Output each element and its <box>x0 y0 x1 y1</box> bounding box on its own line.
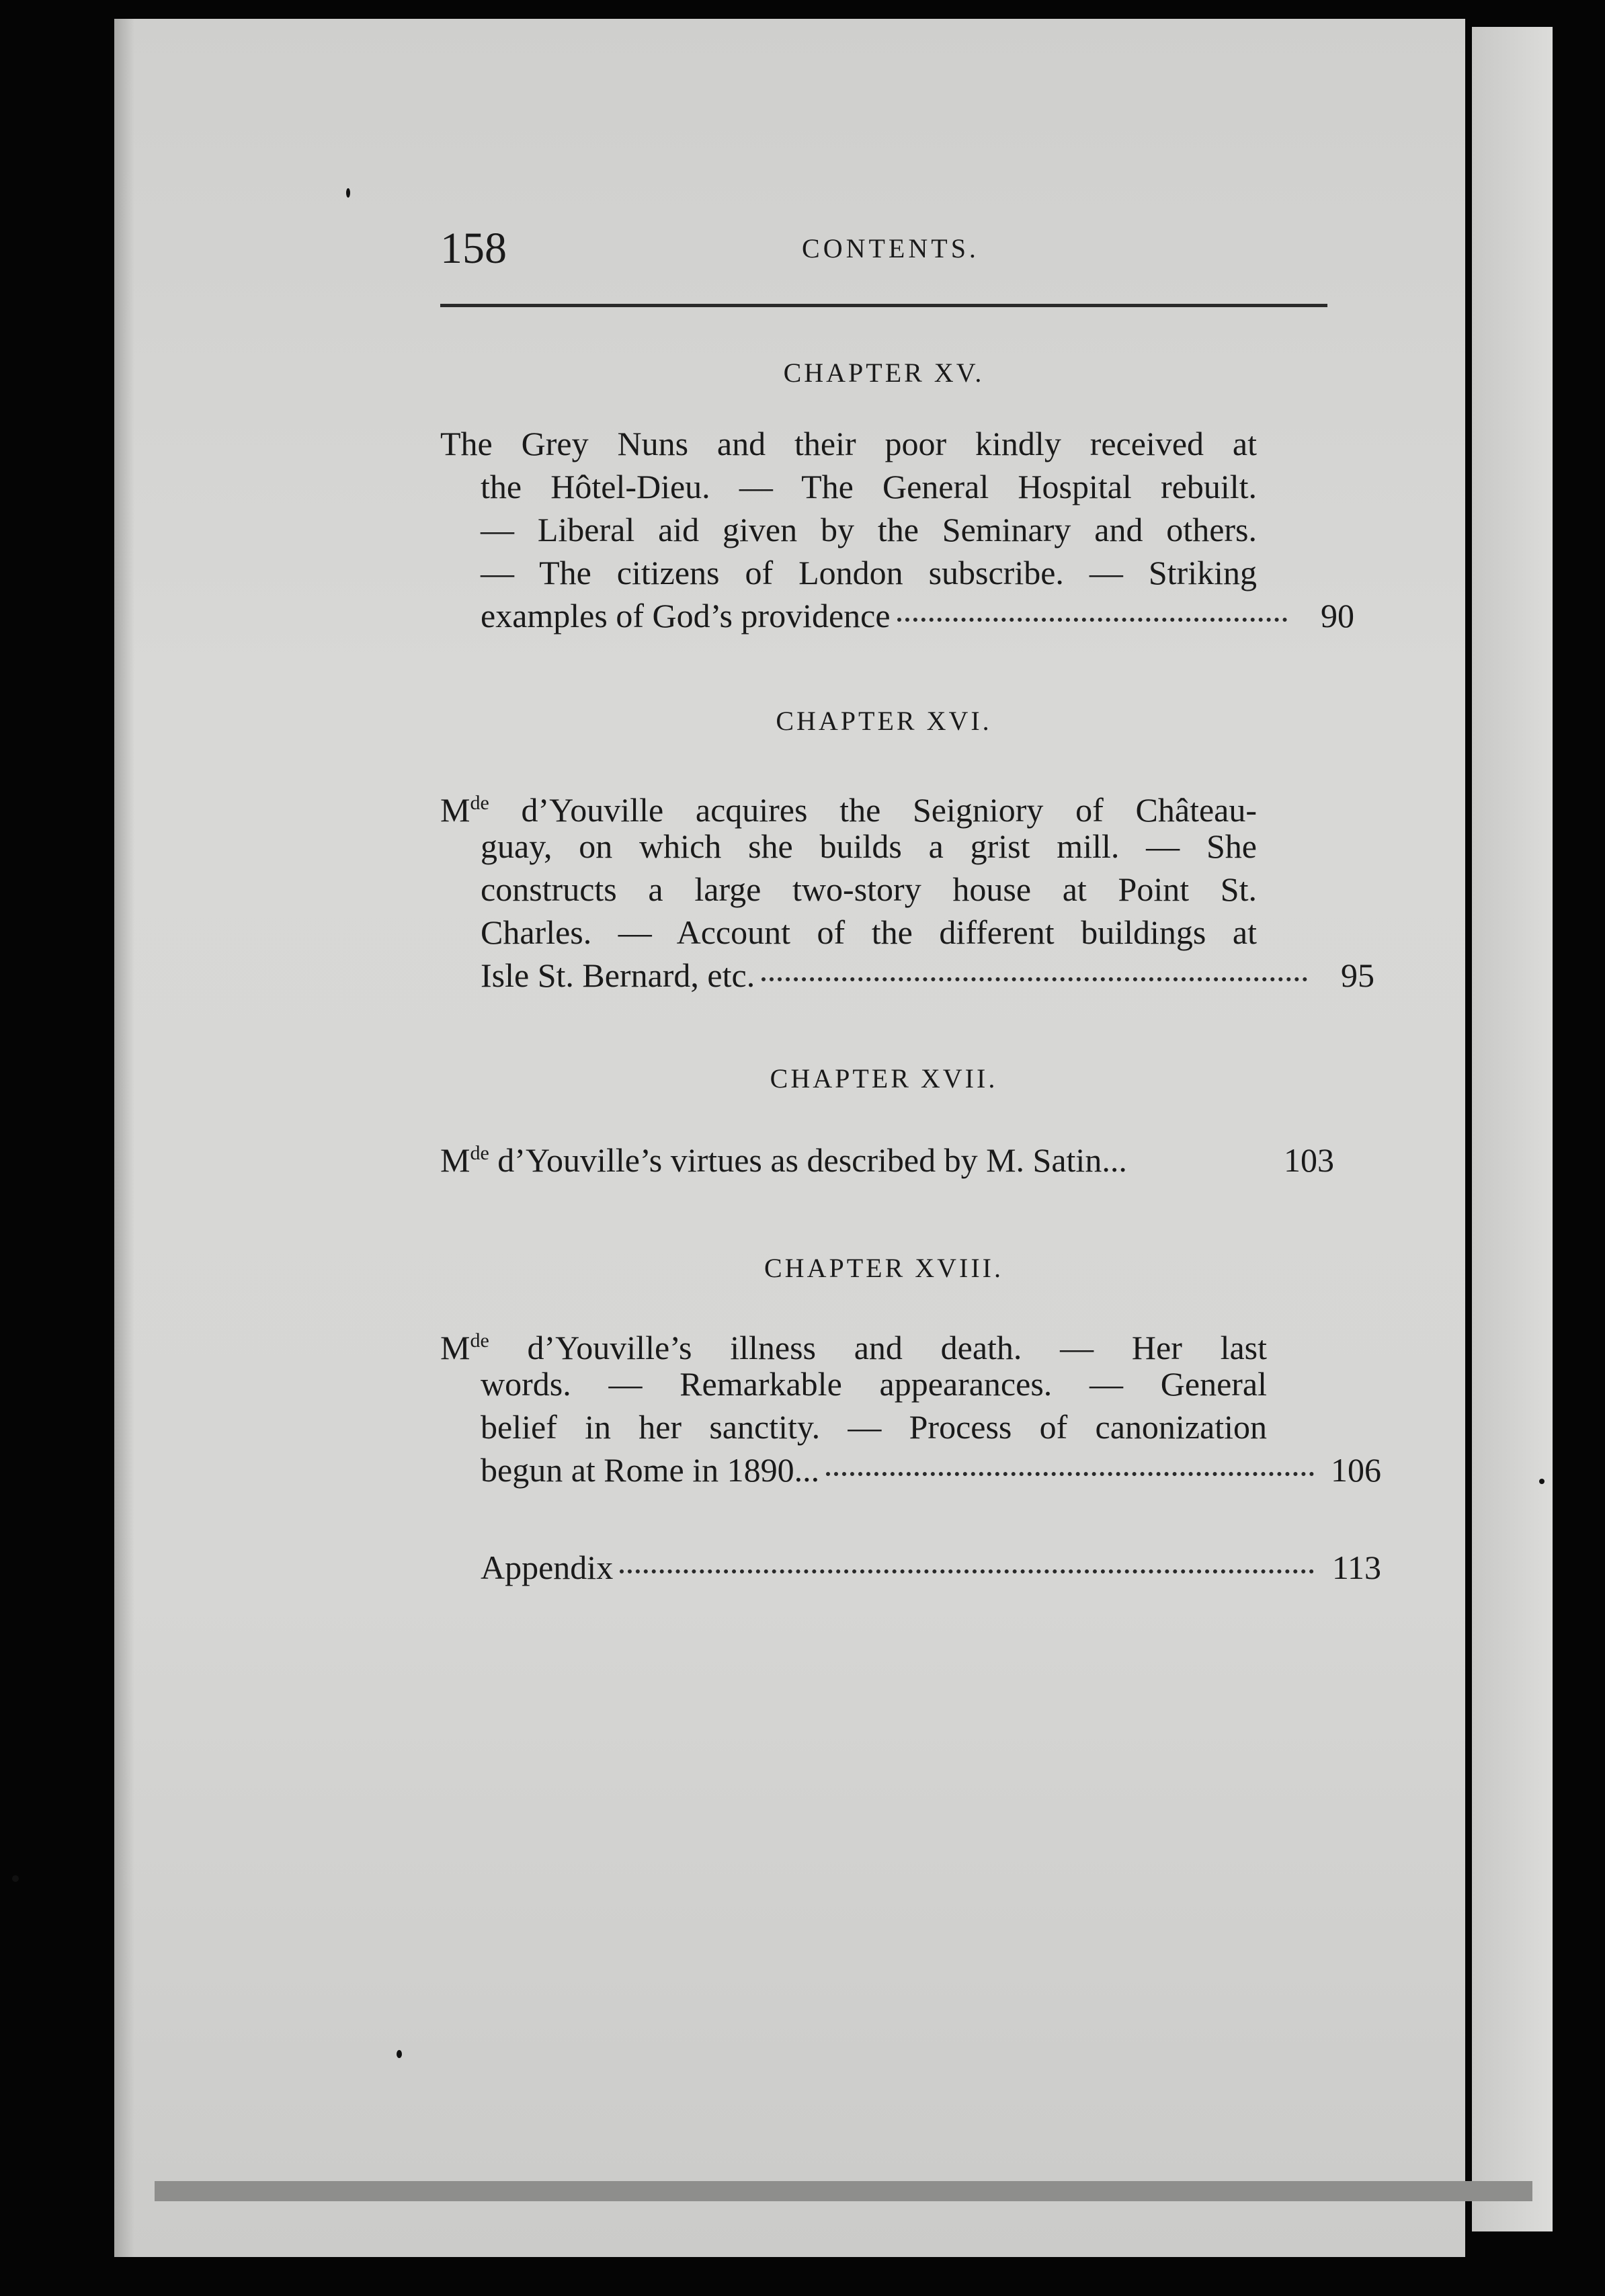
scan-speck <box>12 1875 19 1882</box>
entry-text: Mde d’Youville’s virtues as described by M. Satin... <box>440 1141 1127 1179</box>
dot-leader <box>762 977 1307 981</box>
honorific: Mde <box>440 791 489 829</box>
header-rule <box>440 304 1327 307</box>
chapter-entry-xv <box>440 422 1354 637</box>
chapter-entry-xvii <box>440 1132 1334 1179</box>
page-ref: 106 <box>1331 1451 1381 1489</box>
entry-line: the Hôtel-Dieu. — The General Hospital rebuilt. <box>481 468 1257 505</box>
entry-text: d’Youville acquires the Seigniory of Château- <box>521 791 1257 829</box>
entry-text: d’Youville’s illness and death. — Her last <box>527 1329 1268 1366</box>
dot-leader <box>620 1569 1314 1573</box>
entry-text: Isle St. Bernard, etc. <box>481 956 755 994</box>
page-number: 158 <box>440 224 507 273</box>
appendix-label: Appendix <box>481 1549 614 1586</box>
entry-line: Charles. — Account of the different buildings at <box>481 913 1257 951</box>
entry-line-first <box>440 1319 1268 1366</box>
entry-line-last <box>440 594 1354 637</box>
entry-line-last <box>440 1448 1381 1491</box>
entry-text: examples of God’s providence <box>481 597 891 634</box>
page-ref: 95 <box>1341 956 1374 994</box>
scan-speck <box>397 2050 402 2058</box>
entry-line-last <box>440 1132 1334 1179</box>
dot-leader <box>897 618 1287 622</box>
entry-line: — Liberal aid given by the Seminary and others. <box>481 511 1257 548</box>
running-head <box>440 222 1327 276</box>
entry-line: constructs a large two-story house at Point St. <box>481 870 1257 908</box>
entry-line-first <box>440 782 1257 829</box>
page-ref: 113 <box>1331 1549 1381 1586</box>
chapter-entry-xvi <box>440 782 1374 997</box>
scan-speck <box>1539 1479 1545 1484</box>
honorific: Mde <box>440 1141 489 1179</box>
entry-text: begun at Rome in 1890... <box>481 1451 820 1489</box>
running-title: CONTENTS. <box>802 233 979 263</box>
entry-line: words. — Remarkable appearances. — General <box>481 1365 1267 1403</box>
entry-line: The Grey Nuns and their poor kindly received at <box>440 425 1257 462</box>
page-ref: 90 <box>1321 597 1354 634</box>
chapter-heading-xviii: CHAPTER XVIII. <box>764 1253 1003 1283</box>
appendix-entry <box>440 1546 1381 1589</box>
chapter-heading-xv: CHAPTER XV. <box>783 358 985 388</box>
entry-line: belief in her sanctity. — Process of canonization <box>481 1408 1267 1446</box>
chapter-heading-xvii: CHAPTER XVII. <box>770 1063 998 1094</box>
chapter-entry-xviii <box>440 1319 1381 1491</box>
chapter-heading-xvi: CHAPTER XVI. <box>776 706 992 736</box>
scan-speck <box>346 188 350 198</box>
page-ref: 103 <box>1284 1141 1334 1179</box>
entry-line: — The citizens of London subscribe. — Striking <box>481 554 1257 591</box>
entry-line-last <box>440 1546 1381 1589</box>
dot-leader <box>826 1472 1314 1476</box>
honorific: Mde <box>440 1329 489 1366</box>
entry-line: guay, on which she builds a grist mill. — She <box>481 827 1257 865</box>
entry-line-last <box>440 954 1374 997</box>
